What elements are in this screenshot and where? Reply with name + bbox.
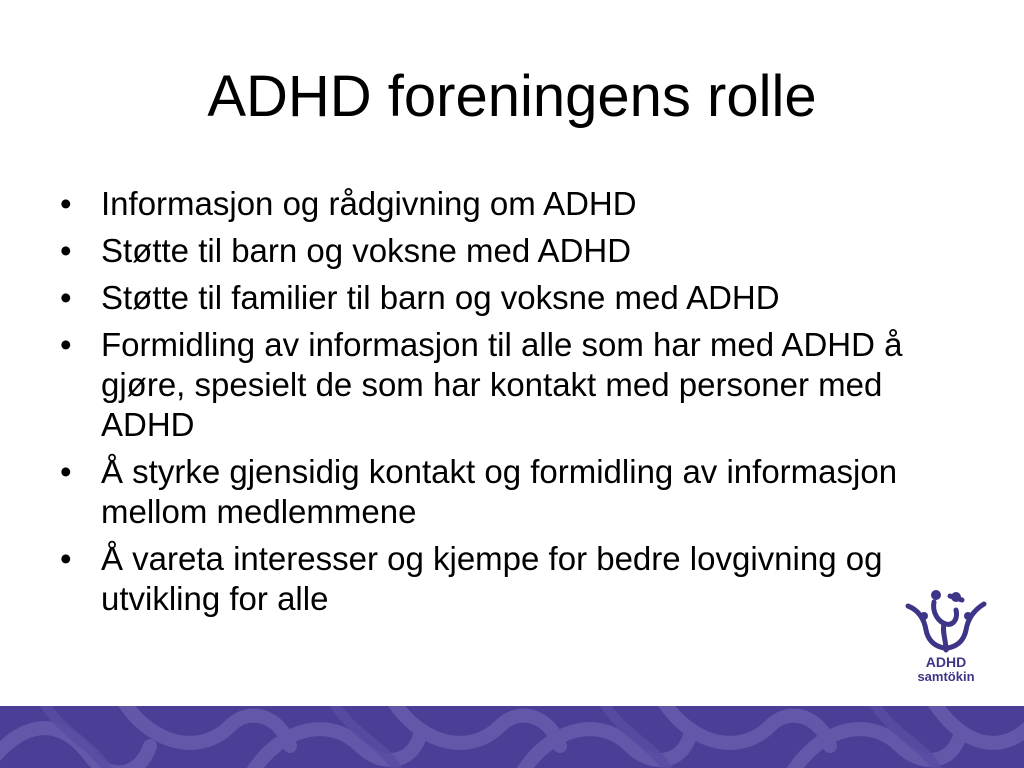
footer-swirl-pattern <box>0 706 1024 768</box>
bullet-item <box>56 539 956 619</box>
bullet-list <box>56 184 956 626</box>
bullet-marker: • <box>60 185 72 222</box>
bullet-marker: • <box>60 453 72 490</box>
bullet-item <box>56 278 956 318</box>
bullet-item <box>56 231 956 271</box>
bullet-text: Støtte til barn og voksne med ADHD <box>101 232 632 269</box>
bullet-text: Formidling av informasjon til alle som har med ADHD å gjøre, spesielt de som har kontakt med personer med ADHD <box>101 326 903 443</box>
bullet-item <box>56 325 956 445</box>
people-figures-icon <box>904 588 988 654</box>
bullet-text: Informasjon og rådgivning om ADHD <box>101 185 637 222</box>
bullet-marker: • <box>60 540 72 577</box>
adhd-samtokin-logo <box>900 588 992 696</box>
bullet-item <box>56 184 956 224</box>
logo-text-samtokin: samtökin <box>917 669 975 684</box>
bullet-text: Å vareta interesser og kjempe for bedre lovgivning og utvikling for alle <box>101 540 883 617</box>
logo-text-adhd: ADHD <box>925 654 967 670</box>
bullet-text: Å styrke gjensidig kontakt og formidling av informasjon mellom medlemmene <box>101 453 898 530</box>
footer-band <box>0 706 1024 768</box>
bullet-marker: • <box>60 232 72 269</box>
bullet-text: Støtte til familier til barn og voksne med ADHD <box>101 279 780 316</box>
bullet-item <box>56 452 956 532</box>
bullet-marker: • <box>60 279 72 316</box>
bullet-marker: • <box>60 326 72 363</box>
slide-title: ADHD foreningens rolle <box>207 64 817 129</box>
